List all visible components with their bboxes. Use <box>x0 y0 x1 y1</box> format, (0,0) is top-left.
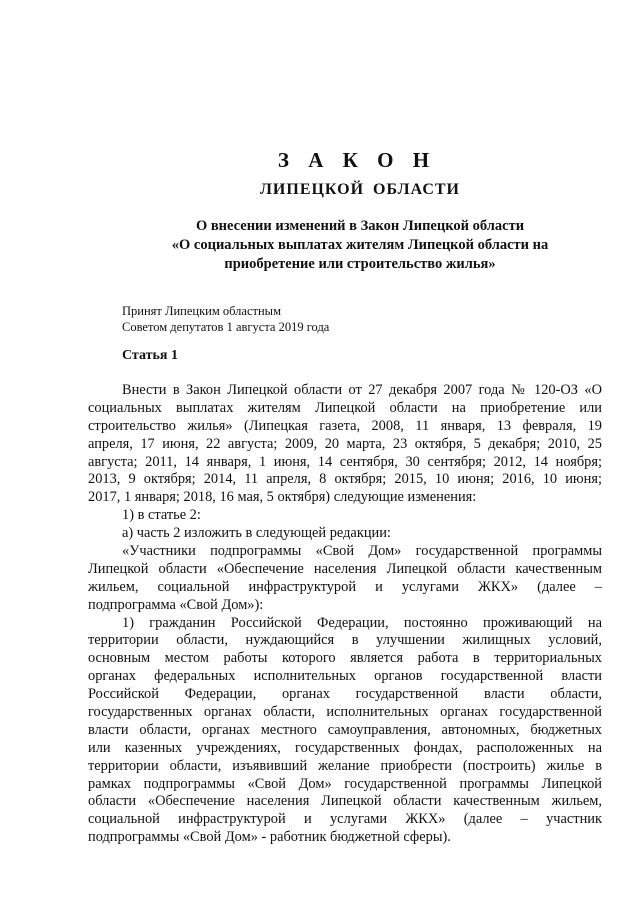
body-line: социальной инфраструктурой и услугами ЖКХ» (далее – участник <box>88 811 602 828</box>
body-line: области «Обеспечение населения Липецкой области качественным жильем, <box>88 793 602 810</box>
body-line: Внести в Закон Липецкой области от 27 декабря 2007 года № 120-ОЗ «О <box>122 382 602 398</box>
body-line: 2017, 1 января; 2018, 16 мая, 5 октября) следующие изменения: <box>88 489 477 506</box>
body-line: 2013, 9 октября; 2014, 11 апреля, 8 октября; 2015, 10 июня; 2016, 10 июня; <box>88 471 602 488</box>
body-line: социальных выплатах жителям Липецкой области на приобретение или <box>88 399 602 416</box>
law-title: З А К О Н <box>277 148 437 172</box>
subtitle-line: О внесении изменений в Закон Липецкой области <box>195 218 525 234</box>
law-region: ЛИПЕЦКОЙ ОБЛАСТИ <box>260 181 460 198</box>
body-line: 1) в статье 2: <box>122 507 201 524</box>
body-line: подпрограммы «Свой Дом» - работник бюджетной сферы). <box>88 829 451 846</box>
subtitle-line: «О социальных выплатах жителям Липецкой области на <box>171 237 549 253</box>
adoption-line: Принят Липецким областным <box>122 304 281 318</box>
body-line: власти области, органах местного самоуправления, автономных, бюджетных <box>88 721 602 738</box>
body-line: территории области, изъявивший желание приобрести (построить) жилье в <box>88 757 602 774</box>
body-line: а) часть 2 изложить в следующей редакции: <box>122 525 391 542</box>
adoption-note <box>122 303 329 335</box>
body-line: 1) гражданин Российской Федерации, постоянно проживающий на <box>122 614 602 631</box>
article-body <box>88 382 602 847</box>
adoption-line: Советом депутатов 1 августа 2019 года <box>122 320 330 334</box>
body-line: Липецкой области «Обеспечение населения Липецкой области качественным <box>88 560 602 577</box>
body-line: апреля, 17 июня, 22 августа; 2009, 20 марта, 23 октября, 5 декабря; 2010, 25 <box>88 435 602 452</box>
body-line: жильем, социальной инфраструктурой и услугами ЖКХ» (далее – <box>88 578 602 595</box>
body-line: Российской Федерации, органах государственной власти области, <box>88 686 602 703</box>
body-line: строительство жилья» (Липецкая газета, 2008, 11 января, 13 февраля, 19 <box>88 417 602 434</box>
body-line: или казенных учреждениях, государственных фондах, расположенных на <box>88 739 602 756</box>
body-line: «Участники подпрограммы «Свой Дом» государственной программы <box>122 543 602 560</box>
body-line: органах федеральных исполнительных органов государственной власти <box>88 668 602 685</box>
body-line: рамках подпрограммы «Свой Дом» государственной программы Липецкой <box>88 775 602 792</box>
body-line: государственных органах области, исполнительных органах государственной <box>88 704 602 721</box>
body-line: территории области, нуждающийся в улучшении жилищных условий, <box>88 632 602 649</box>
law-subtitle <box>150 217 570 274</box>
body-line: основным местом работы которого является работа в территориальных <box>88 650 602 667</box>
body-line: подпрограмма «Свой Дом»): <box>88 596 264 613</box>
article-heading: Статья 1 <box>122 348 178 363</box>
subtitle-line: приобретение или строительство жилья» <box>224 256 496 272</box>
body-line: августа; 2011, 14 января, 1 июня, 14 сентября, 30 сентября; 2012, 14 ноября; <box>88 453 602 470</box>
